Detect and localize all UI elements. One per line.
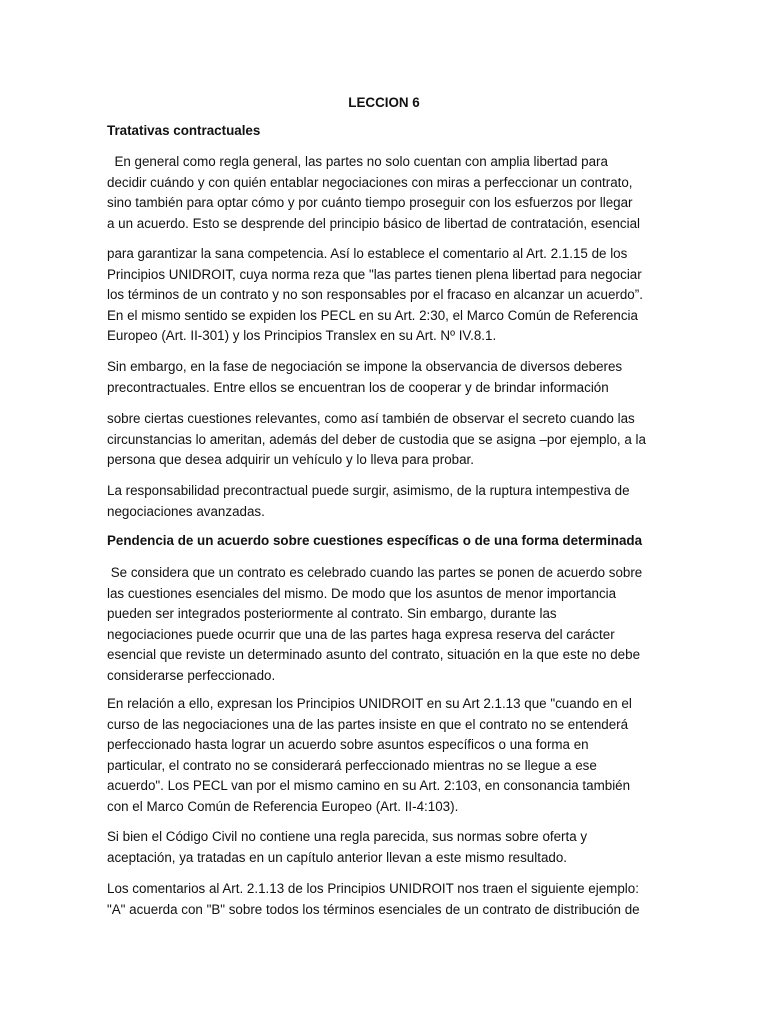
text-line: particular, el contrato no se considerará perfeccionado mientras no se llegue a ese [107,757,597,773]
paragraph-3 [107,357,667,398]
text-line: decidir cuándo y con quién entablar negociaciones con miras a perfeccionar un contrato, [107,174,633,190]
section-heading-tratativas [107,121,667,142]
text-line: a un acuerdo. Esto se desprende del principio básico de libertad de contratación, esencial [107,215,640,231]
paragraph-6 [107,563,667,687]
text-line: Si bien el Código Civil no contiene una regla parecida, sus normas sobre oferta y [107,829,588,844]
text-line: persona que desea adquirir un vehículo y lo lleva para probar. [107,452,474,468]
text-line: perfeccionado hasta lograr un acuerdo sobre asuntos específicos o una forma en [107,737,589,753]
text-line: acuerdo". Los PECL van por el mismo camino en su Art. 2:103, en consonancia también [107,778,631,794]
text-line: negociaciones puede ocurrir que una de las partes haga expresa reserva del carácter [107,626,615,642]
text-line: circunstancias lo ameritan, además del deber de custodia que se asigna –por ejemplo, a la [107,431,646,447]
paragraph-5 [107,481,667,522]
text-line: En general como regla general, las partes no solo cuentan con amplia libertad para [107,154,608,169]
text-line: Europeo (Art. II-301) y los Principios Translex en su Art. Nº IV.8.1. [107,328,497,344]
text-line: los términos de un contrato y no son responsables por el fracaso en alcanzar un acuerdo”. [107,287,643,303]
text-line: con el Marco Común de Referencia Europeo (Art. II-4:103). [107,798,459,814]
text-line: sino también para optar cómo y por cuánto tiempo proseguir con los esfuerzos por llegar [107,195,633,211]
paragraph-7 [107,694,667,818]
paragraph-4 [107,409,667,471]
text-line: Sin embargo, en la fase de negociación se impone la observancia de diversos deberes [107,359,623,374]
document-title: LECCION 6 [348,95,420,110]
text-line: Los comentarios al Art. 2.1.13 de los Principios UNIDROIT nos traen el siguiente ejemplo: [107,881,639,896]
text-line: Tratativas contractuales [107,123,261,138]
text-line: En el mismo sentido se expiden los PECL en su Art. 2:30, el Marco Común de Referencia [107,307,638,323]
text-line: para garantizar la sana competencia. Así lo establece el comentario al Art. 2.1.15 de los [107,246,628,261]
text-line: negociaciones avanzadas. [107,503,265,519]
text-line: precontractuales. Entre ellos se encuentran los de cooperar y de brindar información [107,379,609,395]
text-line: las cuestiones esenciales del mismo. De modo que los asuntos de menor importancia [107,585,617,601]
text-line: sobre ciertas cuestiones relevantes, como así también de observar el secreto cuando las [107,411,635,426]
text-line: pueden ser integrados posteriormente al contrato. Sin embargo, durante las [107,606,557,622]
text-line: "A" acuerda con "B" sobre todos los términos esenciales de un contrato de distribución de [107,901,640,917]
text-line: En relación a ello, expresan los Principios UNIDROIT en su Art 2.1.13 que "cuando en el [107,696,632,711]
text-line: Principios UNIDROIT, cuya norma reza que "las partes tienen plena libertad para negociar [107,266,642,282]
text-line: aceptación, ya tratadas en un capítulo anterior llevan a este mismo resultado. [107,849,568,865]
text-line: Se considera que un contrato es celebrado cuando las partes se ponen de acuerdo sobre [107,565,643,580]
text-line: Pendencia de un acuerdo sobre cuestiones específicas o de una forma determinada [107,533,643,548]
paragraph-9 [107,879,667,920]
text-line: La responsabilidad precontractual puede surgir, asimismo, de la ruptura intempestiva de [107,483,630,498]
paragraph-8 [107,827,667,868]
paragraph-2 [107,244,667,347]
section-heading-pendencia [107,531,667,552]
text-line: esencial que reviste un determinado asunto del contrato, situación en la que este no debe [107,647,641,663]
text-line: considerarse perfeccionado. [107,667,276,683]
paragraph-1 [107,152,667,234]
text-line: curso de las negociaciones una de las partes insiste en que el contrato no se entenderá [107,716,629,732]
